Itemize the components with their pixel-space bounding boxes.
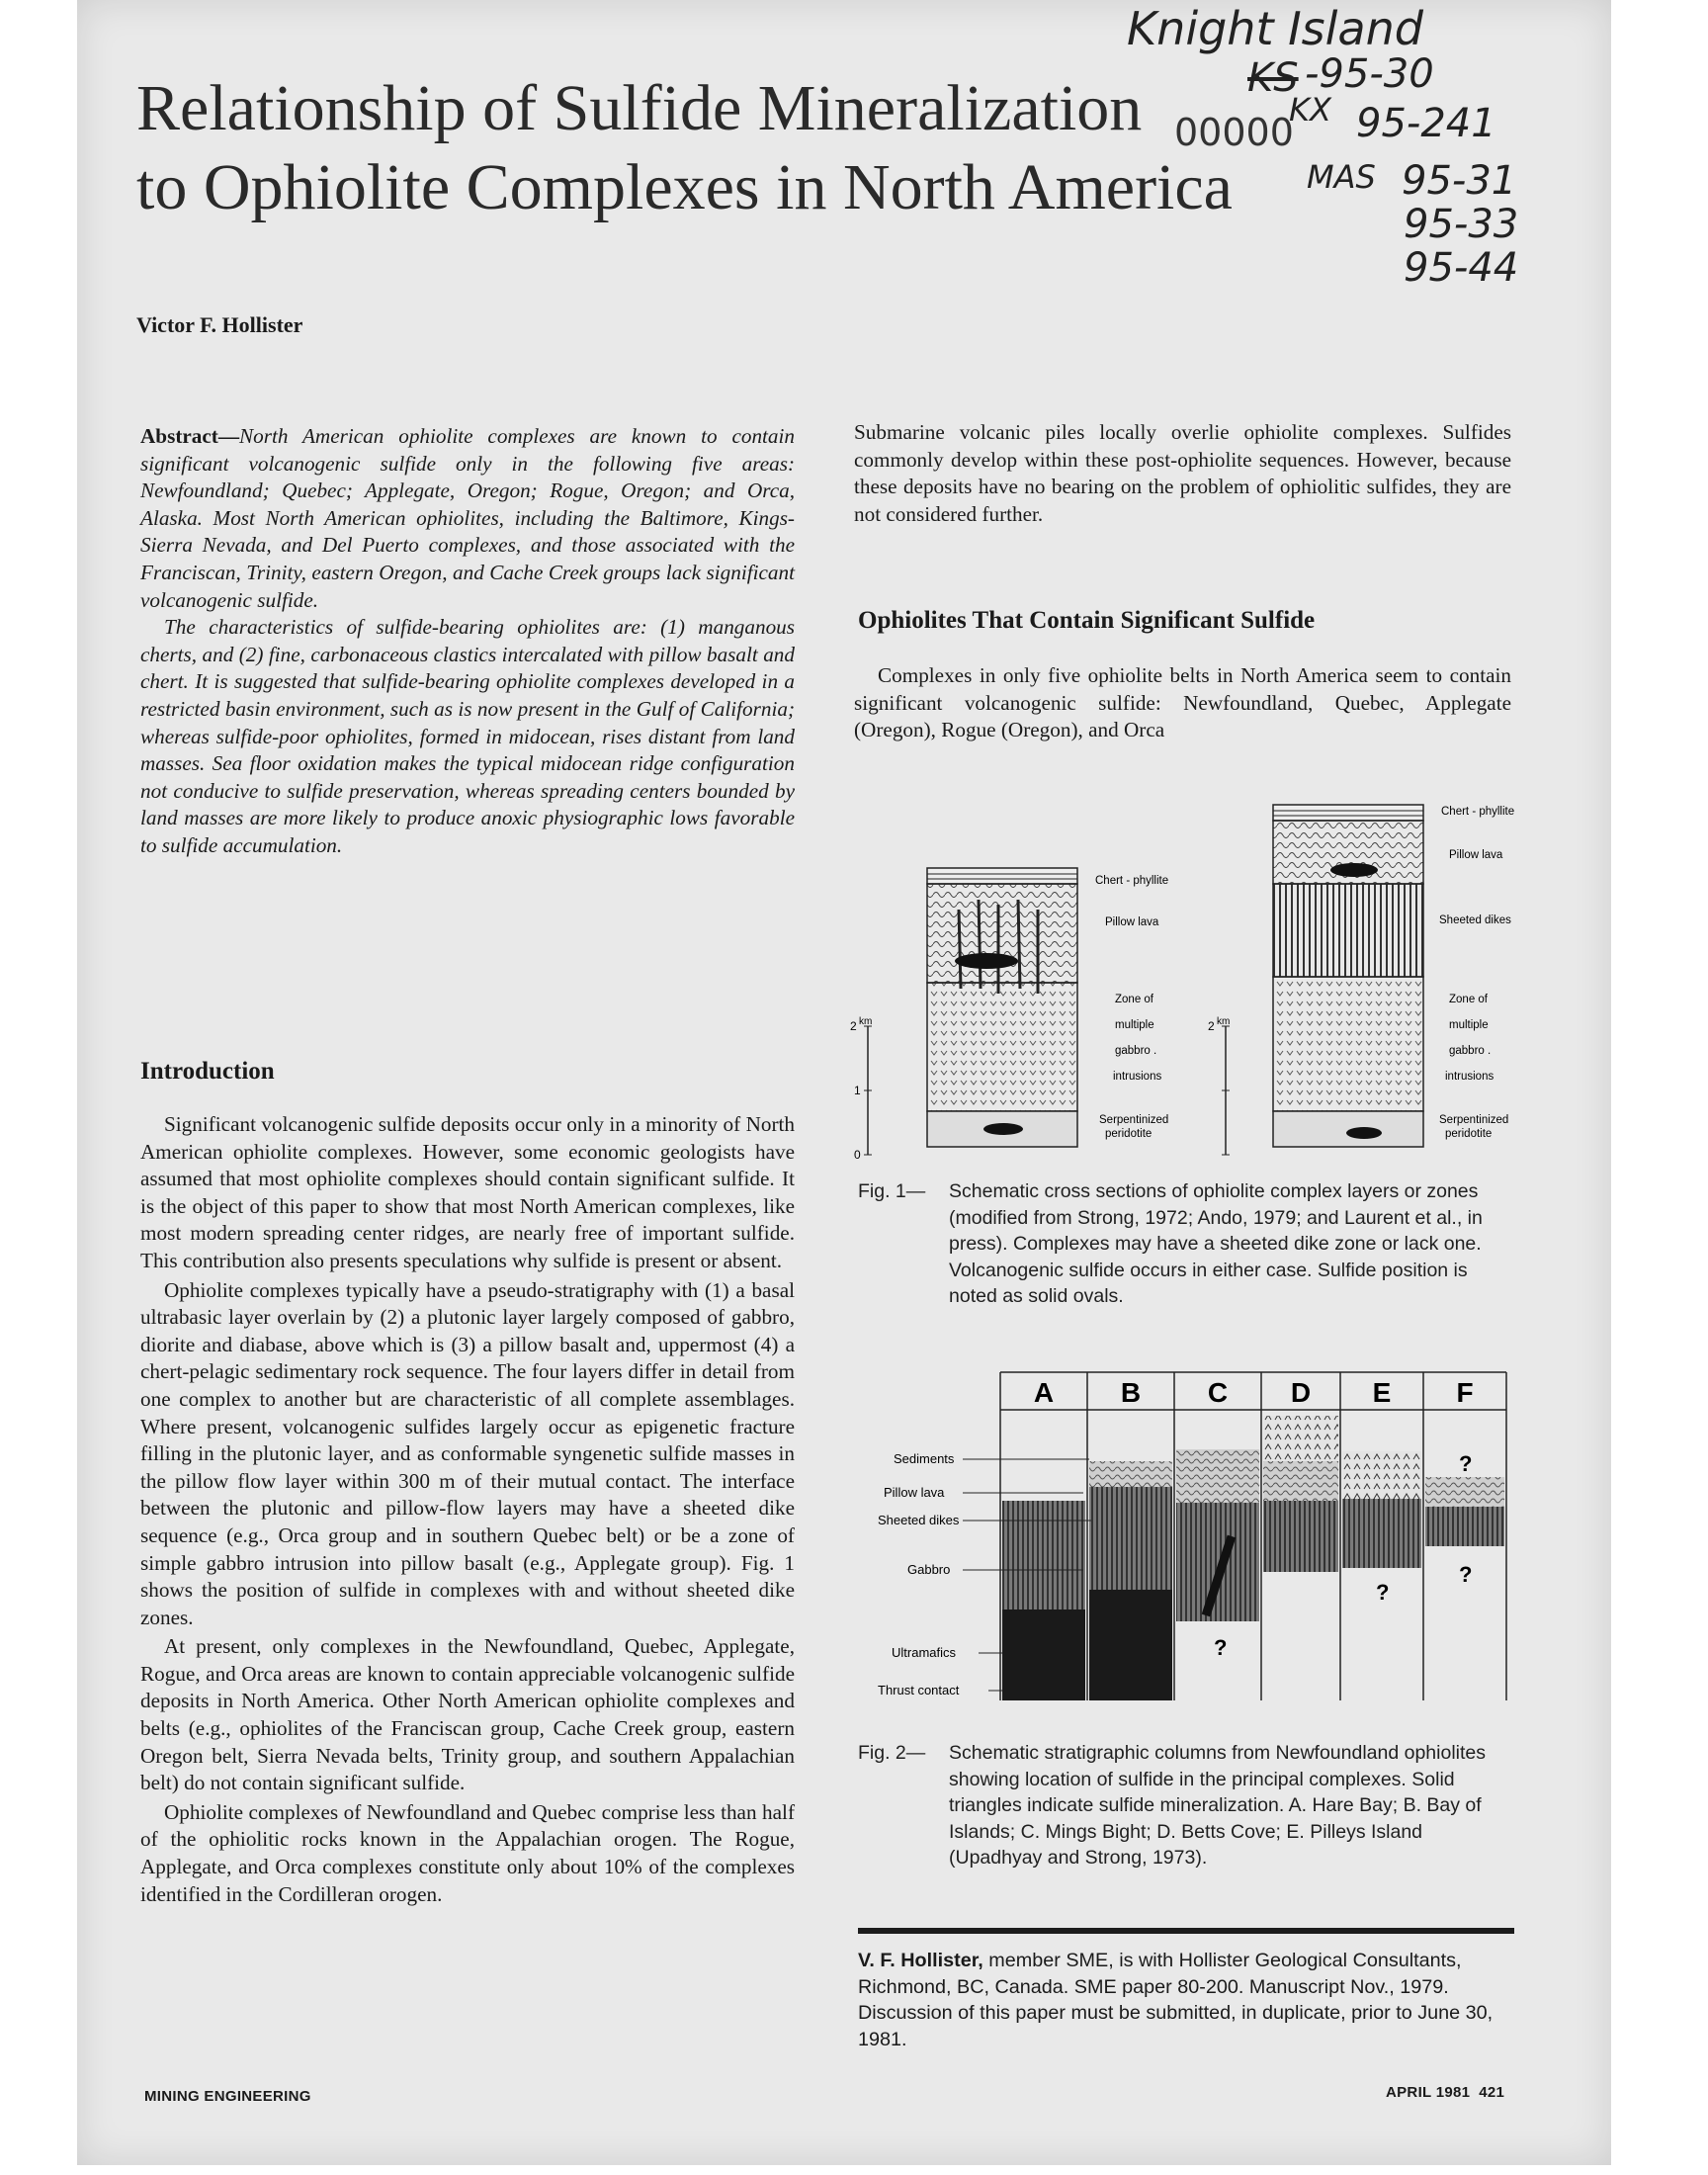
fig1-right-label-8: peridotite [1445, 1128, 1493, 1140]
fig1-right-label-2: Sheeted dikes [1439, 914, 1511, 926]
fig2-col-B: B [1120, 1377, 1142, 1408]
fig1-caption-label: Fig. 1— [858, 1180, 926, 1202]
fig1-right-label-5: gabbro . [1449, 1045, 1492, 1057]
intro-paragraph-2: Ophiolite complexes typically have a pseudo-stratigraphy with (1) a basal ultrabasic layer overlain by (2) a plutonic layer largely composed of gabbro, diorite and diabase, above which is (3) a pillow basalt and, uppermost (4) a chert-pelagic sedimentary rock sequence. The four layers differ in detail from one complex to another but are characteristic of all complete assemblages. Where present, volcanogenic sulfides largely occur as epigenetic fracture filling in the plutonic layer, and as conformable syngenetic sulfide masses in the pillow flow layer within 300 m of their mutual contact. The interface between the plutonic and pillow-flow layers may have a sheeted dike sequence (e.g., Orca group and in southern Quebec belt) or be a zone of simple gabbro intrusion into pillow basalt (e.g., Applegate group). Fig. 1 shows the position of sulfide in complexes with and without sheeted dike zones. [140, 1277, 795, 1629]
handwriting-line5: 95-33 [1404, 202, 1519, 247]
fig1-left-label-3: multiple [1115, 1019, 1154, 1031]
figure-2 [858, 1362, 1522, 1708]
footer-journal: MINING ENGINEERING [144, 2088, 311, 2105]
fig2-col-E: E [1372, 1377, 1392, 1408]
handwriting-kx: KX [1289, 91, 1331, 129]
fig1-scale-2: 2 [850, 1019, 857, 1033]
section-heading: Ophiolites That Contain Significant Sulfide [858, 607, 1316, 634]
fig1-left-label-1: Pillow lava [1105, 916, 1159, 928]
fig1-left-label-4: gabbro . [1115, 1045, 1157, 1057]
fig1-left-label-7: peridotite [1105, 1128, 1153, 1140]
right-paragraph-1-text: Submarine volcanic piles locally overlie ophiolite complexes. Sulfides commonly develop within these post-ophiolite sequences. However, because these deposits have no bearing on the problem of ophiolitic sulfides, they are not considered further. [854, 420, 1511, 526]
abstract [140, 423, 795, 860]
article-title [136, 69, 1362, 227]
footer-page: APRIL 1981 421 [1386, 2084, 1505, 2101]
bio-name: V. F. Hollister, [858, 1950, 983, 1971]
handwriting-mas: MAS [1307, 158, 1376, 196]
fig1-right-scale-2: 2 [1208, 1019, 1215, 1033]
fig1-left-sulfide-oval-lower [983, 1123, 1023, 1135]
fig1-caption [858, 1178, 1514, 1310]
fig1-right-scale-km: km [1217, 1016, 1231, 1027]
fig1-right-sulfide-oval-lower [1346, 1127, 1382, 1139]
fig2-columns [1002, 1416, 1504, 1700]
fig2-caption-label: Fig. 2— [858, 1742, 926, 1764]
handwriting-line6: 95-44 [1404, 245, 1519, 291]
fig2-col-D: D [1290, 1377, 1312, 1408]
fig1-scale-km: km [859, 1016, 873, 1027]
right-column-paragraph-1 [854, 419, 1511, 528]
handwriting-line1: Knight Island [1127, 2, 1423, 55]
fig1-right-label-4: multiple [1449, 1019, 1489, 1031]
right-column-paragraph-2 [854, 662, 1511, 744]
abstract-label: Abstract— [140, 424, 240, 448]
fig2-col-F: F [1456, 1377, 1474, 1408]
fig2-col-A: A [1033, 1377, 1055, 1408]
fig1-right-label-3: Zone of [1449, 994, 1488, 1005]
fig1-right-label-0: Chert - phyllite [1441, 806, 1515, 818]
fig1-right-labels [1439, 806, 1514, 1140]
fig2-q-F-top: ? [1459, 1451, 1473, 1476]
fig2-caption-text: Schematic stratigraphic columns from Newfoundland ophiolites showing location of sulfide in the principal complexes. Solid triangles indicate sulfide mineralization. A. Hare Bay; B. Bay of Islands; C. Mings Bight; D. Betts Cove; E. Pilleys Island (Upadhyay and Strong, 1973). [949, 1742, 1487, 1869]
fig2-q-E: ? [1376, 1580, 1390, 1605]
fig1-right-section [1273, 805, 1423, 1147]
title-line-1: Relationship of Sulfide Mineralization [136, 72, 1143, 144]
fig1-caption-text: Schematic cross sections of ophiolite complex layers or zones (modified from Strong, 1972; Ando, 1979; and Laurent et al., in press). Complexes may have a sheeted dike zone or lack one. Volcanogenic sulfide occurs in either case. Sulfide position is noted as solid ovals. [949, 1180, 1483, 1307]
fig2-caption [858, 1740, 1514, 1871]
intro-paragraph-3: At present, only complexes in the Newfoundland, Quebec, Applegate, Rogue, and Orca areas are known to contain appreciable volcanogenic sulfide deposits in North America. Other North American ophiolite complexes and belts (e.g., ophiolites of the Franciscan group, Cache Creek group, eastern Oregon belt, Sierra Nevada belts, Trinity group, and southern Appalachian belt) do not contain significant sulfide. [140, 1634, 795, 1795]
bio-divider [858, 1928, 1514, 1934]
fig2-label-gabbro: Gabbro [907, 1562, 951, 1577]
fig2-label-thrust-contact: Thrust contact [878, 1683, 960, 1697]
handwriting-stamp: 00000 [1174, 111, 1294, 154]
handwriting-line3: 95-241 [1356, 101, 1496, 146]
introduction-heading: Introduction [140, 1058, 275, 1085]
fig1-scale-0: 0 [854, 1148, 861, 1162]
introduction-body [140, 1111, 795, 1910]
fig1-left-labels [1095, 875, 1168, 1140]
author-bio [858, 1948, 1514, 2052]
fig1-left-scale [850, 1016, 872, 1162]
author-name: Victor F. Hollister [136, 312, 303, 337]
title-line-2: to Ophiolite Complexes in North America [136, 151, 1233, 223]
intro-paragraph-1: Significant volcanogenic sulfide deposits occur only in a minority of North American ophiolite complexes. However, some economic geologists have assumed that most ophiolite complexes should contain significant sulfide. It is the object of this paper to show that most North American complexes, like most modern spreading center ridges, are nearly free of important sulfide. This contribution also presents speculations why sulfide is present or absent. [140, 1112, 795, 1272]
figure-1 [850, 791, 1522, 1167]
intro-paragraph-4: Ophiolite complexes of Newfoundland and Quebec comprise less than half of the ophiolitic rocks known in the Appalachian orogen. The Rogue, Applegate, and Orca complexes constitute only about 10% of the complexes identified in the Cordilleran orogen. [140, 1799, 795, 1906]
bio-text: member SME, is with Hollister Geological Consultants, Richmond, BC, Canada. SME paper 80-200. Manuscript Nov., 1979. Discussion of this paper must be submitted, in duplicate, prior to June 30, 1981. [858, 1950, 1494, 2050]
right-paragraph-2-text: Complexes in only five ophiolite belts in North America seem to contain significant volcanogenic sulfide: Newfoundland, Quebec, Applegate (Oregon), Rogue (Oregon), and Orca [854, 663, 1511, 742]
fig1-right-label-1: Pillow lava [1449, 849, 1503, 861]
fig1-left-sulfide-oval [955, 953, 1018, 969]
fig1-right-sulfide-oval [1330, 863, 1378, 877]
fig1-left-section [927, 868, 1077, 1147]
fig1-right-label-7: Serpentinized [1439, 1114, 1509, 1126]
fig1-left-label-2: Zone of [1115, 994, 1153, 1005]
abstract-paragraph-2: The characteristics of sulfide-bearing ophiolites are: (1) manganous cherts, and (2) fine, carbonaceous clastics intercalated with pillow basalt and chert. It is suggested that sulfide-bearing ophiolite complexes developed in a restricted basin environment, such as is now present in the Gulf of California; whereas sulfide-poor ophiolites, formed in midocean, rises distant from land masses. Sea floor oxidation makes the typical midocean ridge configuration not conducive to sulfide preservation, whereas spreading centers bounded by land masses are more likely to produce anoxic physiographic lows favorable to sulfide accumulation. [140, 615, 795, 857]
fig1-left-label-6: Serpentinized [1099, 1114, 1169, 1126]
handwriting-line4: 95-31 [1402, 158, 1517, 204]
fig1-scale-1: 1 [854, 1084, 861, 1097]
handwriting-struck-code: KS [1247, 55, 1299, 101]
fig1-right-label-6: intrusions [1445, 1071, 1494, 1083]
fig1-left-label-5: intrusions [1113, 1071, 1162, 1083]
fig2-q-C: ? [1214, 1635, 1228, 1660]
fig2-column-headers [1034, 1377, 1474, 1408]
fig1-right-scale [1208, 1016, 1230, 1155]
fig2-label-ultramafics: Ultramafics [892, 1645, 957, 1660]
fig2-label-pillow-lava: Pillow lava [884, 1485, 945, 1500]
fig2-label-sediments: Sediments [894, 1451, 955, 1466]
fig2-q-F-bottom: ? [1459, 1562, 1473, 1587]
fig2-label-sheeted-dikes: Sheeted dikes [878, 1513, 960, 1527]
fig2-col-C: C [1207, 1377, 1229, 1408]
abstract-paragraph-1: North American ophiolite complexes are known to contain significant volcanogenic sulfide only in the following five areas: Newfoundland; Quebec; Applegate, Oregon; Rogue, Oregon; and Orca, Alaska. Most North American ophiolites, including the Baltimore, Kings-Sierra Nevada, and Del Puerto complexes, and those associated with the Franciscan, Trinity, eastern Oregon, and Cache Creek groups lack significant volcanogenic sulfide. [140, 424, 795, 612]
fig1-left-label-0: Chert - phyllite [1095, 875, 1169, 887]
handwriting-line2: -95-30 [1305, 51, 1434, 97]
